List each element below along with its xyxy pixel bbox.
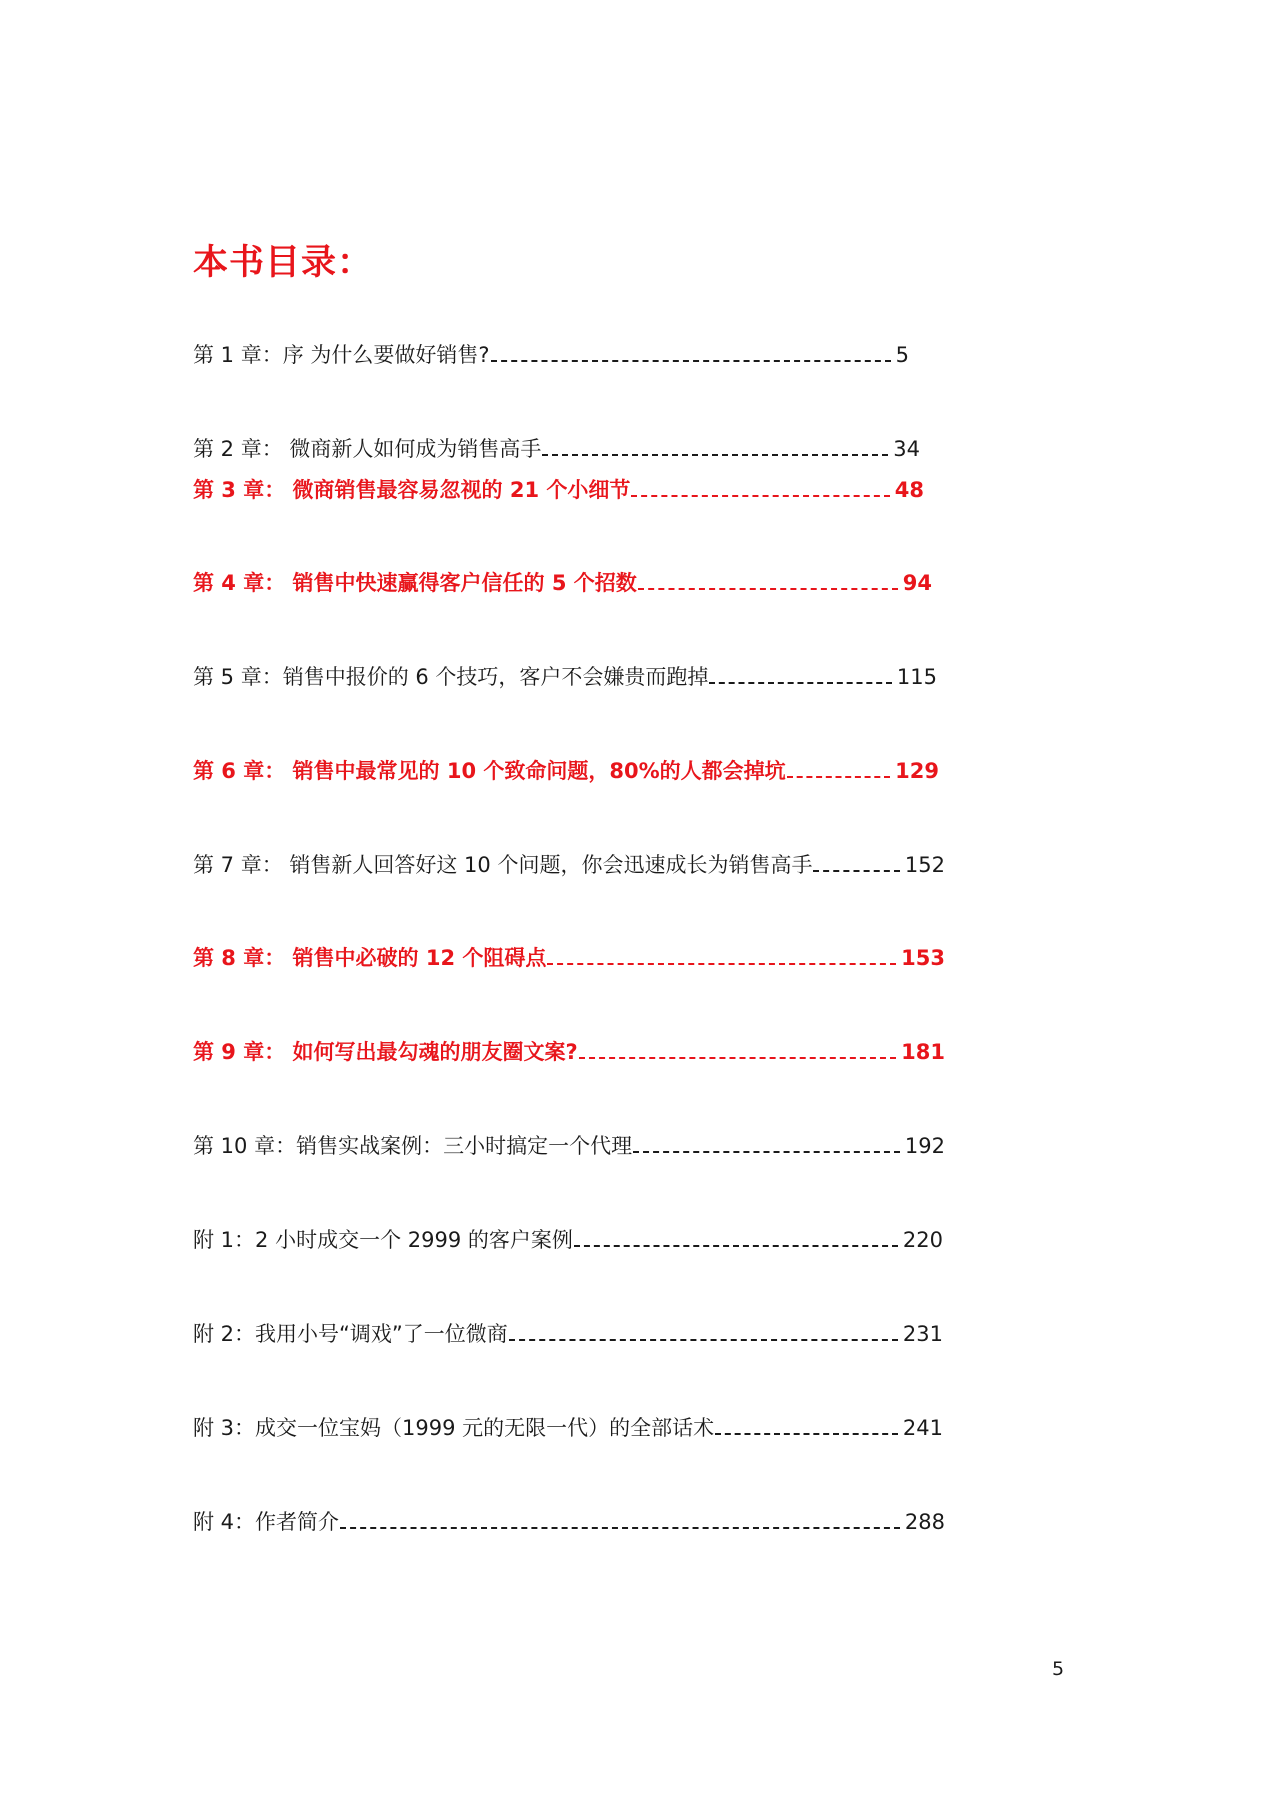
toc-entry-text: 第 2 章： 微商新人如何成为销售高手 — [193, 437, 542, 461]
toc-entry-appendix-3[interactable] — [193, 1413, 943, 1443]
dot-leader — [638, 588, 898, 590]
toc-entry-chapter-9[interactable] — [193, 1037, 945, 1067]
page-number: 5 — [1052, 1658, 1065, 1680]
toc-title: 本书目录： — [193, 243, 374, 283]
toc-entry-text: 第 10 章：销售实战案例：三小时搞定一个代理 — [193, 1134, 633, 1158]
toc-entry-chapter-10[interactable] — [193, 1131, 945, 1161]
toc-entry-appendix-2[interactable] — [193, 1319, 943, 1349]
toc-entry-page: 241 — [902, 1416, 943, 1440]
toc-entry-page: 153 — [901, 946, 945, 970]
toc-entry-page: 94 — [902, 571, 932, 595]
dot-leader — [340, 1527, 900, 1529]
toc-entry-page: 231 — [902, 1322, 943, 1346]
toc-entry-text: 第 1 章：序 为什么要做好销售? — [193, 343, 490, 367]
toc-entry-text: 第 8 章： 销售中必破的 12 个阻碍点 — [193, 946, 547, 970]
toc-entry-text: 附 4：作者简介 — [193, 1510, 340, 1534]
toc-entry-page: 48 — [894, 478, 924, 502]
toc-entry-text: 附 2：我用小号“调戏”了一位微商 — [193, 1322, 508, 1346]
toc-entry-text: 第 9 章： 如何写出最勾魂的朋友圈文案? — [193, 1040, 578, 1064]
toc-entry-text: 附 1：2 小时成交一个 2999 的客户案例 — [193, 1228, 573, 1252]
dot-leader — [813, 870, 899, 872]
toc-entry-appendix-1[interactable] — [193, 1225, 943, 1255]
toc-entry-page: 5 — [895, 343, 909, 367]
toc-entry-chapter-7[interactable] — [193, 850, 945, 880]
toc-entry-page: 115 — [896, 665, 937, 689]
toc-entry-chapter-1[interactable] — [193, 340, 909, 370]
toc-entry-chapter-5[interactable] — [193, 662, 937, 692]
dot-leader — [542, 454, 888, 456]
toc-entry-text: 第 3 章： 微商销售最容易忽视的 21 个小细节 — [193, 478, 631, 502]
toc-entry-page: 220 — [902, 1228, 943, 1252]
dot-leader — [509, 1339, 898, 1341]
toc-entry-page: 34 — [893, 437, 920, 461]
dot-leader — [709, 682, 891, 684]
toc-entry-chapter-4[interactable] — [193, 568, 932, 598]
toc-entry-page: 152 — [904, 853, 945, 877]
toc-entry-page: 288 — [904, 1510, 945, 1534]
toc-entry-page: 192 — [904, 1134, 945, 1158]
toc-entry-page: 129 — [895, 759, 939, 783]
dot-leader — [491, 360, 891, 362]
toc-entry-text: 第 4 章： 销售中快速赢得客户信任的 5 个招数 — [193, 571, 637, 595]
toc-entry-chapter-3[interactable] — [193, 475, 924, 505]
dot-leader — [715, 1433, 898, 1435]
dot-leader — [574, 1245, 898, 1247]
dot-leader — [633, 1151, 900, 1153]
toc-entry-text: 第 6 章： 销售中最常见的 10 个致命问题，80%的人都会掉坑 — [193, 759, 786, 783]
toc-entry-appendix-4[interactable] — [193, 1507, 945, 1537]
dot-leader — [631, 495, 889, 497]
toc-entry-page: 181 — [901, 1040, 945, 1064]
dot-leader — [579, 1057, 896, 1059]
toc-entry-chapter-6[interactable] — [193, 756, 939, 786]
dot-leader — [547, 963, 896, 965]
toc-entry-text: 第 5 章：销售中报价的 6 个技巧，客户不会嫌贵而跑掉 — [193, 665, 709, 689]
toc-entry-chapter-2[interactable] — [193, 434, 920, 464]
toc-entry-text: 第 7 章： 销售新人回答好这 10 个问题，你会迅速成长为销售高手 — [193, 853, 813, 877]
dot-leader — [787, 776, 891, 778]
toc-entry-text: 附 3：成交一位宝妈（1999 元的无限一代）的全部话术 — [193, 1416, 715, 1440]
toc-entry-chapter-8[interactable] — [193, 943, 945, 973]
